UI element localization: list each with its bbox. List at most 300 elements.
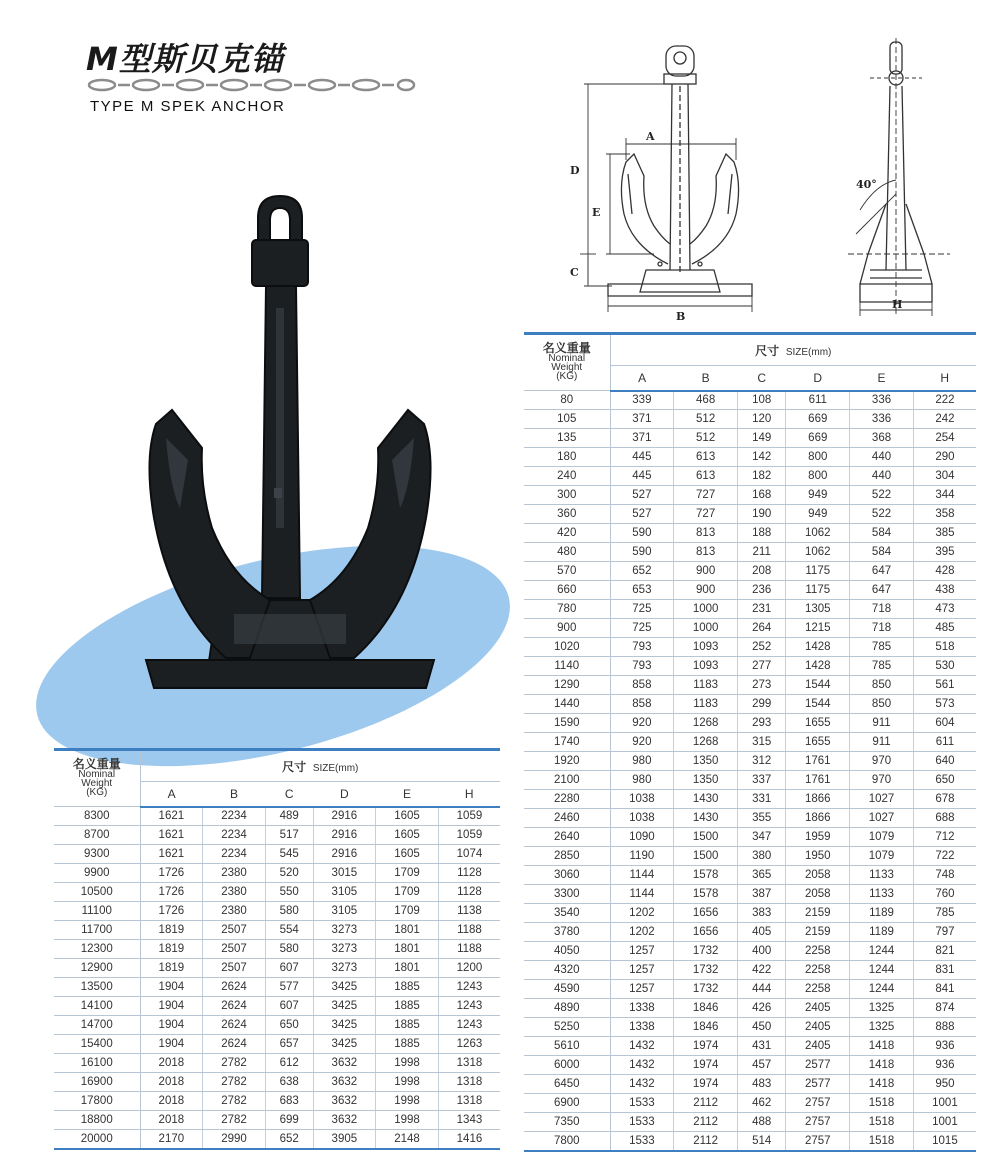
size-cell: 142 — [738, 448, 786, 467]
table-row — [54, 902, 500, 921]
table-row — [54, 1054, 500, 1073]
size-cell: 590 — [610, 543, 674, 562]
size-cell: 657 — [265, 1035, 313, 1054]
size-cell: 1819 — [140, 940, 203, 959]
size-cell: 874 — [913, 999, 976, 1018]
size-cell: 712 — [913, 828, 976, 847]
size-cell: 2577 — [786, 1056, 850, 1075]
size-cell: 1500 — [674, 828, 738, 847]
weight-cell: 240 — [524, 467, 610, 486]
size-cell: 1027 — [850, 809, 914, 828]
size-cell: 858 — [610, 695, 674, 714]
size-cell: 2405 — [786, 999, 850, 1018]
weight-cell: 8700 — [54, 826, 140, 845]
size-cell: 2112 — [674, 1094, 738, 1113]
size-cell: 550 — [265, 883, 313, 902]
size-cell: 3425 — [313, 1016, 376, 1035]
size-cell: 2170 — [140, 1130, 203, 1149]
size-cell: 1263 — [438, 1035, 500, 1054]
size-cell: 1015 — [913, 1132, 976, 1151]
size-cell: 554 — [265, 921, 313, 940]
size-cell: 669 — [786, 410, 850, 429]
size-cell: 236 — [738, 581, 786, 600]
dim-label-h: H — [892, 298, 903, 311]
size-cell: 527 — [610, 505, 674, 524]
size-cell: 1430 — [674, 809, 738, 828]
size-cell: 1243 — [438, 978, 500, 997]
size-cell: 2234 — [203, 807, 266, 826]
size-cell: 1418 — [850, 1075, 914, 1094]
size-cell: 1079 — [850, 828, 914, 847]
size-cell: 1518 — [850, 1113, 914, 1132]
size-cell: 2058 — [786, 866, 850, 885]
size-cell: 1709 — [376, 864, 439, 883]
table-row — [524, 904, 976, 923]
weight-cell: 3540 — [524, 904, 610, 923]
size-cell: 2018 — [140, 1111, 203, 1130]
size-cell: 2757 — [786, 1113, 850, 1132]
size-cell: 520 — [265, 864, 313, 883]
size-cell: 1998 — [376, 1073, 439, 1092]
table-row — [54, 1016, 500, 1035]
table-row — [524, 581, 976, 600]
size-cell: 1801 — [376, 959, 439, 978]
size-cell: 607 — [265, 959, 313, 978]
table-row — [524, 828, 976, 847]
size-cell: 580 — [265, 940, 313, 959]
size-cell: 168 — [738, 486, 786, 505]
size-cell: 1001 — [913, 1113, 976, 1132]
size-cell: 1268 — [674, 733, 738, 752]
table-row — [524, 1018, 976, 1037]
size-cell: 1074 — [438, 845, 500, 864]
weight-header: 名义重量 Nominal Weight (KG) — [54, 750, 140, 807]
size-cell: 688 — [913, 809, 976, 828]
size-cell: 640 — [913, 752, 976, 771]
size-cell: 613 — [674, 448, 738, 467]
size-cell: 2916 — [313, 807, 376, 826]
size-cell: 1128 — [438, 883, 500, 902]
size-cell: 1244 — [850, 942, 914, 961]
size-cell: 2159 — [786, 904, 850, 923]
table-row — [54, 1073, 500, 1092]
weight-cell: 135 — [524, 429, 610, 448]
table-row — [54, 845, 500, 864]
size-cell: 527 — [610, 486, 674, 505]
size-cell: 1500 — [674, 847, 738, 866]
weight-cell: 5250 — [524, 1018, 610, 1037]
size-cell: 647 — [850, 581, 914, 600]
size-cell: 911 — [850, 733, 914, 752]
size-cell: 347 — [738, 828, 786, 847]
size-cell: 2624 — [203, 1035, 266, 1054]
table-row — [524, 752, 976, 771]
size-cell: 3425 — [313, 978, 376, 997]
size-cell: 727 — [674, 505, 738, 524]
size-cell: 1885 — [376, 1016, 439, 1035]
size-cell: 3905 — [313, 1130, 376, 1149]
size-cell: 355 — [738, 809, 786, 828]
size-cell: 431 — [738, 1037, 786, 1056]
weight-cell: 300 — [524, 486, 610, 505]
dim-label-d: D — [570, 164, 580, 177]
size-cell: 1027 — [850, 790, 914, 809]
weight-cell: 180 — [524, 448, 610, 467]
size-cell: 1350 — [674, 771, 738, 790]
size-cell: 188 — [738, 524, 786, 543]
size-cell: 793 — [610, 638, 674, 657]
size-cell: 1428 — [786, 657, 850, 676]
weight-cell: 2850 — [524, 847, 610, 866]
table-row — [524, 619, 976, 638]
weight-cell: 5610 — [524, 1037, 610, 1056]
weight-cell: 4320 — [524, 961, 610, 980]
size-cell: 1621 — [140, 826, 203, 845]
size-cell: 1093 — [674, 657, 738, 676]
size-cell: 336 — [850, 410, 914, 429]
size-cell: 1518 — [850, 1132, 914, 1151]
size-cell: 1257 — [610, 980, 674, 999]
size-cell: 1655 — [786, 733, 850, 752]
size-cell: 1175 — [786, 562, 850, 581]
page-subtitle: TYPE M SPEK ANCHOR — [90, 98, 286, 115]
weight-cell: 660 — [524, 581, 610, 600]
col-h: H — [913, 366, 976, 391]
col-d: D — [786, 366, 850, 391]
size-cell: 760 — [913, 885, 976, 904]
weight-cell: 1440 — [524, 695, 610, 714]
size-cell: 485 — [913, 619, 976, 638]
table-row — [54, 807, 500, 826]
size-cell: 1846 — [674, 999, 738, 1018]
size-cell: 604 — [913, 714, 976, 733]
size-cell: 405 — [738, 923, 786, 942]
size-cell: 652 — [265, 1130, 313, 1149]
weight-cell: 2460 — [524, 809, 610, 828]
table-row — [524, 410, 976, 429]
weight-cell: 16900 — [54, 1073, 140, 1092]
table-row — [524, 733, 976, 752]
size-cell: 1325 — [850, 1018, 914, 1037]
size-cell: 653 — [610, 581, 674, 600]
size-cell: 2018 — [140, 1054, 203, 1073]
size-cell: 3105 — [313, 883, 376, 902]
col-c: C — [265, 782, 313, 807]
size-cell: 2916 — [313, 845, 376, 864]
size-table-upper — [524, 332, 976, 1152]
size-cell: 331 — [738, 790, 786, 809]
weight-cell: 13500 — [54, 978, 140, 997]
weight-cell: 18800 — [54, 1111, 140, 1130]
size-cell: 1350 — [674, 752, 738, 771]
weight-cell: 11700 — [54, 921, 140, 940]
size-cell: 2258 — [786, 980, 850, 999]
size-cell: 422 — [738, 961, 786, 980]
size-cell: 980 — [610, 771, 674, 790]
size-cell: 337 — [738, 771, 786, 790]
weight-header: 名义重量 Nominal Weight (KG) — [524, 334, 610, 391]
table-body — [524, 391, 976, 1151]
size-cell: 1732 — [674, 980, 738, 999]
size-cell: 2112 — [674, 1113, 738, 1132]
size-cell: 785 — [850, 657, 914, 676]
table-row — [524, 562, 976, 581]
size-cell: 1544 — [786, 695, 850, 714]
col-e: E — [376, 782, 439, 807]
size-cell: 2018 — [140, 1092, 203, 1111]
size-cell: 264 — [738, 619, 786, 638]
size-cell: 1202 — [610, 904, 674, 923]
size-cell: 813 — [674, 524, 738, 543]
size-cell: 190 — [738, 505, 786, 524]
size-table-lower — [54, 748, 500, 1150]
table-row — [54, 921, 500, 940]
size-cell: 426 — [738, 999, 786, 1018]
weight-cell: 420 — [524, 524, 610, 543]
weight-cell: 9900 — [54, 864, 140, 883]
front-view-drawing — [560, 34, 770, 324]
size-cell: 3425 — [313, 1035, 376, 1054]
table-row — [524, 486, 976, 505]
size-cell: 299 — [738, 695, 786, 714]
size-cell: 699 — [265, 1111, 313, 1130]
size-cell: 1432 — [610, 1056, 674, 1075]
size-cell: 3632 — [313, 1054, 376, 1073]
size-cell: 365 — [738, 866, 786, 885]
table-row — [54, 1035, 500, 1054]
weight-cell: 780 — [524, 600, 610, 619]
table-row — [54, 883, 500, 902]
size-cell: 3632 — [313, 1111, 376, 1130]
table-row — [524, 600, 976, 619]
size-cell: 2757 — [786, 1132, 850, 1151]
weight-cell: 16100 — [54, 1054, 140, 1073]
size-cell: 1885 — [376, 1035, 439, 1054]
size-cell: 1190 — [610, 847, 674, 866]
size-cell: 652 — [610, 562, 674, 581]
weight-cell: 12300 — [54, 940, 140, 959]
size-cell: 1243 — [438, 1016, 500, 1035]
size-cell: 208 — [738, 562, 786, 581]
weight-cell: 1290 — [524, 676, 610, 695]
size-cell: 970 — [850, 752, 914, 771]
size-cell: 3015 — [313, 864, 376, 883]
size-cell: 1183 — [674, 676, 738, 695]
size-cell: 304 — [913, 467, 976, 486]
size-header: 尺寸 SIZE(mm) — [610, 334, 976, 366]
size-cell: 1062 — [786, 543, 850, 562]
size-cell: 1578 — [674, 866, 738, 885]
size-cell: 1138 — [438, 902, 500, 921]
size-cell: 489 — [265, 807, 313, 826]
size-cell: 277 — [738, 657, 786, 676]
size-cell: 1318 — [438, 1092, 500, 1111]
table-row — [524, 980, 976, 999]
size-cell: 590 — [610, 524, 674, 543]
size-cell: 517 — [265, 826, 313, 845]
size-cell: 718 — [850, 619, 914, 638]
size-cell: 400 — [738, 942, 786, 961]
col-b: B — [674, 366, 738, 391]
size-cell: 3273 — [313, 921, 376, 940]
size-cell: 2507 — [203, 921, 266, 940]
size-cell: 1709 — [376, 883, 439, 902]
size-cell: 1819 — [140, 959, 203, 978]
table-row — [54, 940, 500, 959]
weight-cell: 1920 — [524, 752, 610, 771]
size-cell: 920 — [610, 714, 674, 733]
size-cell: 561 — [913, 676, 976, 695]
size-cell: 2112 — [674, 1132, 738, 1151]
size-cell: 530 — [913, 657, 976, 676]
size-cell: 312 — [738, 752, 786, 771]
size-cell: 2624 — [203, 997, 266, 1016]
size-cell: 1318 — [438, 1054, 500, 1073]
weight-cell: 11100 — [54, 902, 140, 921]
size-cell: 1621 — [140, 845, 203, 864]
size-cell: 722 — [913, 847, 976, 866]
size-cell: 2258 — [786, 942, 850, 961]
size-cell: 850 — [850, 695, 914, 714]
size-cell: 2757 — [786, 1094, 850, 1113]
size-cell: 1998 — [376, 1092, 439, 1111]
size-cell: 450 — [738, 1018, 786, 1037]
col-h: H — [438, 782, 500, 807]
size-cell: 748 — [913, 866, 976, 885]
weight-cell: 570 — [524, 562, 610, 581]
size-cell: 1175 — [786, 581, 850, 600]
size-cell: 1761 — [786, 771, 850, 790]
size-cell: 1533 — [610, 1113, 674, 1132]
size-cell: 1418 — [850, 1037, 914, 1056]
size-cell: 725 — [610, 619, 674, 638]
size-cell: 2018 — [140, 1073, 203, 1092]
size-cell: 584 — [850, 524, 914, 543]
weight-cell: 1590 — [524, 714, 610, 733]
col-a: A — [610, 366, 674, 391]
size-cell: 1605 — [376, 845, 439, 864]
table-row — [524, 847, 976, 866]
size-cell: 387 — [738, 885, 786, 904]
size-cell: 1325 — [850, 999, 914, 1018]
weight-cell: 1020 — [524, 638, 610, 657]
size-cell: 1189 — [850, 923, 914, 942]
table-row — [524, 695, 976, 714]
size-cell: 1001 — [913, 1094, 976, 1113]
size-cell: 2258 — [786, 961, 850, 980]
weight-cell: 4050 — [524, 942, 610, 961]
size-cell: 231 — [738, 600, 786, 619]
table-row — [54, 959, 500, 978]
table-row — [524, 638, 976, 657]
size-cell: 1418 — [850, 1056, 914, 1075]
size-cell: 2990 — [203, 1130, 266, 1149]
size-cell: 2782 — [203, 1092, 266, 1111]
size-cell: 950 — [913, 1075, 976, 1094]
size-cell: 2916 — [313, 826, 376, 845]
page-title: M型斯贝克锚 — [86, 40, 284, 78]
weight-cell: 3300 — [524, 885, 610, 904]
size-cell: 584 — [850, 543, 914, 562]
size-cell: 344 — [913, 486, 976, 505]
size-cell: 2380 — [203, 864, 266, 883]
size-cell: 2159 — [786, 923, 850, 942]
table-body — [54, 807, 500, 1149]
size-cell: 120 — [738, 410, 786, 429]
size-cell: 149 — [738, 429, 786, 448]
size-cell: 462 — [738, 1094, 786, 1113]
size-cell: 1338 — [610, 999, 674, 1018]
size-cell: 1732 — [674, 961, 738, 980]
size-cell: 2234 — [203, 826, 266, 845]
angle-label: 40° — [856, 178, 877, 191]
size-cell: 1866 — [786, 809, 850, 828]
size-cell: 797 — [913, 923, 976, 942]
size-cell: 1885 — [376, 997, 439, 1016]
size-cell: 1726 — [140, 883, 203, 902]
size-cell: 611 — [786, 391, 850, 410]
table-row — [54, 1092, 500, 1111]
size-cell: 3273 — [313, 940, 376, 959]
size-cell: 545 — [265, 845, 313, 864]
size-cell: 1244 — [850, 961, 914, 980]
size-cell: 1974 — [674, 1037, 738, 1056]
table-row — [524, 885, 976, 904]
size-cell: 1133 — [850, 885, 914, 904]
size-cell: 1257 — [610, 942, 674, 961]
size-cell: 813 — [674, 543, 738, 562]
size-cell: 440 — [850, 448, 914, 467]
size-cell: 1732 — [674, 942, 738, 961]
size-cell: 785 — [913, 904, 976, 923]
size-cell: 368 — [850, 429, 914, 448]
table-row — [524, 714, 976, 733]
size-cell: 1885 — [376, 978, 439, 997]
weight-cell: 7350 — [524, 1113, 610, 1132]
table-row — [524, 448, 976, 467]
weight-cell: 80 — [524, 391, 610, 410]
table-row — [524, 1075, 976, 1094]
col-a: A — [140, 782, 203, 807]
size-cell: 1904 — [140, 978, 203, 997]
size-cell: 1801 — [376, 921, 439, 940]
size-cell: 1257 — [610, 961, 674, 980]
weight-cell: 20000 — [54, 1130, 140, 1149]
size-cell: 793 — [610, 657, 674, 676]
size-cell: 949 — [786, 486, 850, 505]
size-cell: 1904 — [140, 1016, 203, 1035]
size-cell: 445 — [610, 467, 674, 486]
size-cell: 1188 — [438, 921, 500, 940]
size-cell: 445 — [610, 448, 674, 467]
weight-cell: 12900 — [54, 959, 140, 978]
table-row — [54, 1111, 500, 1130]
size-cell: 936 — [913, 1037, 976, 1056]
size-cell: 725 — [610, 600, 674, 619]
size-cell: 1059 — [438, 807, 500, 826]
table-row — [524, 505, 976, 524]
size-cell: 522 — [850, 486, 914, 505]
table-row — [524, 1037, 976, 1056]
size-cell: 2234 — [203, 845, 266, 864]
size-cell: 1904 — [140, 997, 203, 1016]
dim-label-e: E — [592, 206, 601, 219]
weight-cell: 1140 — [524, 657, 610, 676]
table-row — [524, 771, 976, 790]
weight-cell: 17800 — [54, 1092, 140, 1111]
size-cell: 1244 — [850, 980, 914, 999]
size-cell: 3273 — [313, 959, 376, 978]
